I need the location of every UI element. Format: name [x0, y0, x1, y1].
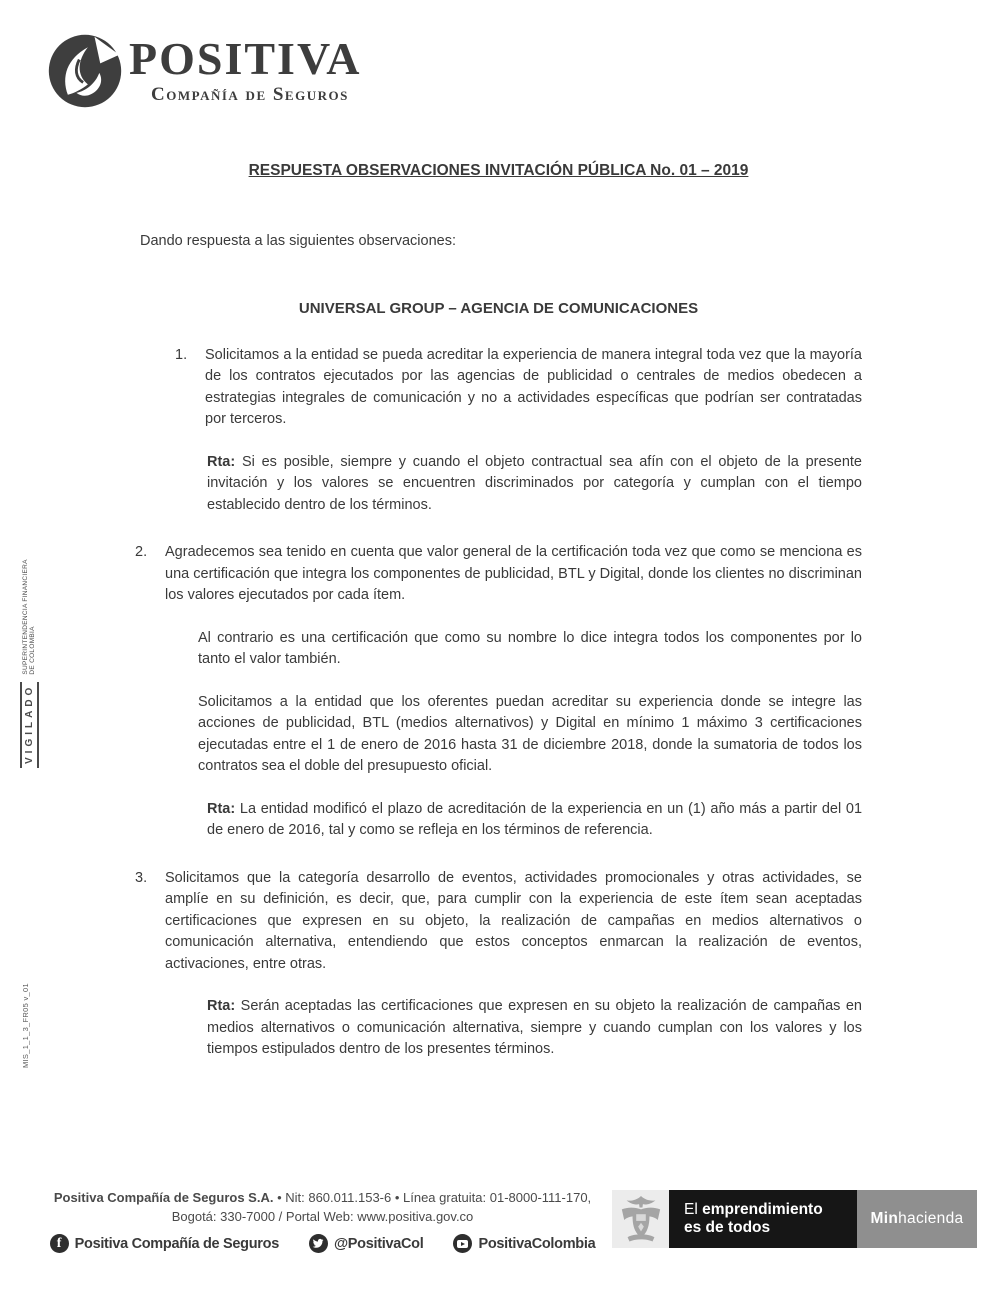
footer-line-2: Bogotá: 330-7000 / Portal Web: www.positiva.gov.co [171, 1209, 474, 1224]
item-answer [207, 452, 862, 517]
item-number: 1. [175, 346, 188, 363]
minhacienda-logo: Min hacienda [857, 1190, 977, 1248]
rta-label: Rta: [207, 800, 236, 817]
twitter-icon [309, 1234, 328, 1253]
document-content [135, 160, 862, 1082]
intro-paragraph: Dando respuesta a las siguientes observaciones: [140, 233, 456, 249]
logo-tagline: Compañía de Seguros [151, 84, 349, 105]
youtube-handle: PositivaColombia [453, 1234, 595, 1253]
logo-brand-name: POSITIVA [129, 33, 362, 84]
facebook-icon: f [50, 1234, 69, 1253]
youtube-icon [453, 1234, 472, 1253]
vigilado-label: VIGILADO [20, 682, 39, 768]
item-question: Solicitamos a la entidad se pueda acreditar la experiencia de manera integral toda vez que la mayoría de los contratos ejecutados por las agencias de publicidad o centrales de medios obedecen a estrategias integrales de comunicación y no a actividades específicas que podrían ser contratadas por terceros. [205, 346, 862, 427]
facebook-handle: f Positiva Compañía de Seguros [50, 1234, 279, 1253]
item-extra-paragraph: Solicitamos a la entidad que los oferentes puedan acreditar su experiencia donde se integre las acciones de publicidad, BTL (medios alternativos) y Digital en mínimo 1 máximo 3 certificaciones ejecutadas entre el 1 de enero de 2016 hasta 31 de diciembre 2018, donde la sumatoria de todos los contratos sea el doble del presupuesto oficial. [198, 693, 862, 774]
twitter-handle: @PositivaCol [309, 1234, 424, 1253]
observation-item-2 [135, 542, 862, 842]
rta-text: La entidad modificó el plazo de acreditación de la experiencia en un (1) año más a partir del 01 de enero de 2016, tal y como se refleja en los términos de referencia. [207, 800, 863, 838]
item-question: Agradecemos sea tenido en cuenta que valor general de la certificación toda vez que como se menciona es una certificación que integra los componentes de publicidad, BTL y Digital, donde los clientes no discriminan los valores ejecutados por cada ítem. [165, 544, 862, 603]
government-banner [612, 1190, 977, 1248]
footer-social-row [35, 1234, 610, 1253]
document-format-code: MIS_1_1_3_FR05 v_01 [21, 983, 30, 1068]
document-title: RESPUESTA OBSERVACIONES INVITACIÓN PÚBLICA No. 01 – 2019 [248, 162, 749, 179]
footer-contact-block [35, 1188, 610, 1253]
item-question: Solicitamos que la categoría desarrollo de eventos, actividades promocionales y otras actividades, se amplíe en su definición, es decir, que, para cumplir con la experiencia de este ítem sean aceptadas certificaciones que expresen en su objeto, la realización de campañas en medios alternativos o comunicación alternativa, entendiendo que estos conceptos enmarcan la realización de eventos, activaciones, entre otras. [165, 869, 862, 972]
observation-item-1 [175, 345, 862, 517]
section-heading: UNIVERSAL GROUP – AGENCIA DE COMUNICACIONES [298, 299, 699, 317]
positiva-bird-icon [45, 30, 125, 112]
item-answer [207, 799, 862, 842]
gov-slogan: El emprendimiento es de todos [669, 1190, 857, 1248]
rta-label: Rta: [207, 453, 236, 470]
rta-text: Si es posible, siempre y cuando el objeto contractual sea afín con el objeto de la presente invitación y los valores se encuentren discriminados por categoría y cumplan con el tiempo establecido dentro de los términos. [207, 453, 862, 513]
item-number: 3. [135, 869, 148, 886]
positiva-logo [45, 30, 361, 112]
rta-text: Serán aceptadas las certificaciones que expresen en su objeto la realización de campañas en medios alternativos o comunicación alternativa, siempre y cuando cumplan con los valores y los tiempos estipulados dentro de los presentes términos. [207, 998, 863, 1057]
item-number: 2. [135, 544, 148, 560]
rta-label: Rta: [207, 998, 236, 1014]
superintendencia-label: SUPERINTENDENCIA FINANCIERA DE COLOMBIA [21, 559, 36, 675]
item-answer [207, 996, 862, 1061]
vigilado-watermark [16, 559, 42, 768]
colombia-coat-of-arms-icon [612, 1190, 669, 1248]
footer-company-name: Positiva Compañía de Seguros S.A. [53, 1190, 274, 1205]
footer-line-1: Positiva Compañía de Seguros S.A. • Nit: 860.011.153-6 • Línea gratuita: 01-8000-111-170, [53, 1190, 592, 1205]
observation-item-3 [135, 868, 862, 1061]
item-extra-paragraph: Al contrario es una certificación que como su nombre lo dice integra todos los componentes por lo tanto el valor también. [198, 629, 862, 667]
